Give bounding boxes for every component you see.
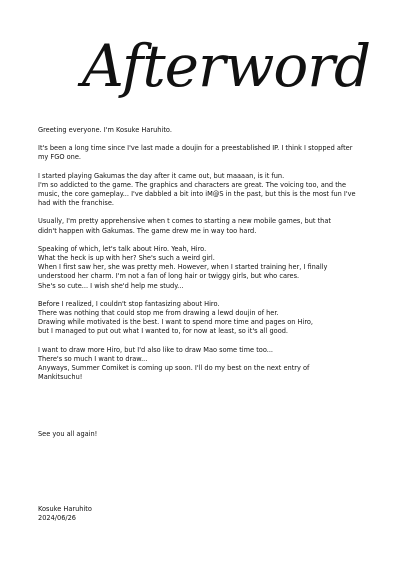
text-line: What the heck is up with her? She's such a weird girl.	[38, 254, 215, 263]
handwritten-title	[78, 6, 371, 118]
paragraph	[38, 300, 368, 337]
text-line: Before I realized, I couldn't stop fantasizing about Hiro.	[38, 299, 220, 308]
text-line: I started playing Gakumas the day after it came out, but maaaan, is it fun.	[38, 171, 285, 180]
paragraph	[38, 144, 368, 162]
text-line: There was nothing that could stop me from drawing a lewd doujin of her.	[38, 309, 279, 318]
text-line: I want to draw more Hiro, but I'd also like to draw Mao some time too...	[38, 345, 274, 354]
text-line: but I managed to put out what I wanted to, for now at least, so it's all good.	[38, 327, 289, 336]
date-line: 2024/06/26	[38, 514, 77, 523]
afterword-body	[38, 126, 368, 391]
text-line: When I first saw her, she was pretty meh. However, when I started training her, I finally	[38, 263, 328, 272]
text-line: I'm so addicted to the game. The graphics and characters are great. The voicing too, and the	[38, 180, 347, 189]
text-line: There's so much I want to draw...	[38, 354, 148, 363]
title-text: Afterword	[82, 32, 371, 100]
signoff-line: See you all again!	[38, 430, 98, 438]
text-line: Drawing while motivated is the best. I want to spend more time and pages on Hiro,	[38, 318, 314, 327]
author-signature	[38, 505, 92, 523]
paragraph	[38, 126, 368, 135]
text-line: Usually, I'm pretty apprehensive when t comes to starting a new mobile games, but that	[38, 217, 331, 226]
text-line: had with the franchise.	[38, 199, 114, 208]
paragraph	[38, 346, 368, 383]
text-line: Mankitsuchu!	[38, 373, 83, 382]
author-name: Kosuke Haruhito	[38, 505, 92, 513]
afterword-title	[78, 6, 371, 118]
paragraph	[38, 245, 368, 291]
paragraph	[38, 217, 368, 235]
text-line: She's so cute... I wish she'd help me study...	[38, 281, 184, 290]
text-line: my FGO one.	[38, 153, 81, 162]
text-line: music, the core gameplay... I've dabbled a bit into iM@S in the past, but this is the most fun I've	[38, 190, 356, 199]
text-line: It's been a long time since I've last made a doujin for a preestablished IP. I think I stopped after	[38, 144, 353, 153]
text-line: Anyways, Summer Comiket is coming up soon. I'll do my best on the next entry of	[38, 364, 310, 373]
paragraph	[38, 172, 368, 209]
text-line: Speaking of which, let's talk about Hiro. Yeah, Hiro.	[38, 244, 207, 253]
text-line: didn't happen with Gakumas. The game drew me in way too hard.	[38, 226, 257, 235]
text-line: understood her charm. I'm not a fan of long hair or twiggy girls, but who cares.	[38, 272, 300, 281]
text-line: Greeting everyone. I'm Kosuke Haruhito.	[38, 126, 172, 134]
